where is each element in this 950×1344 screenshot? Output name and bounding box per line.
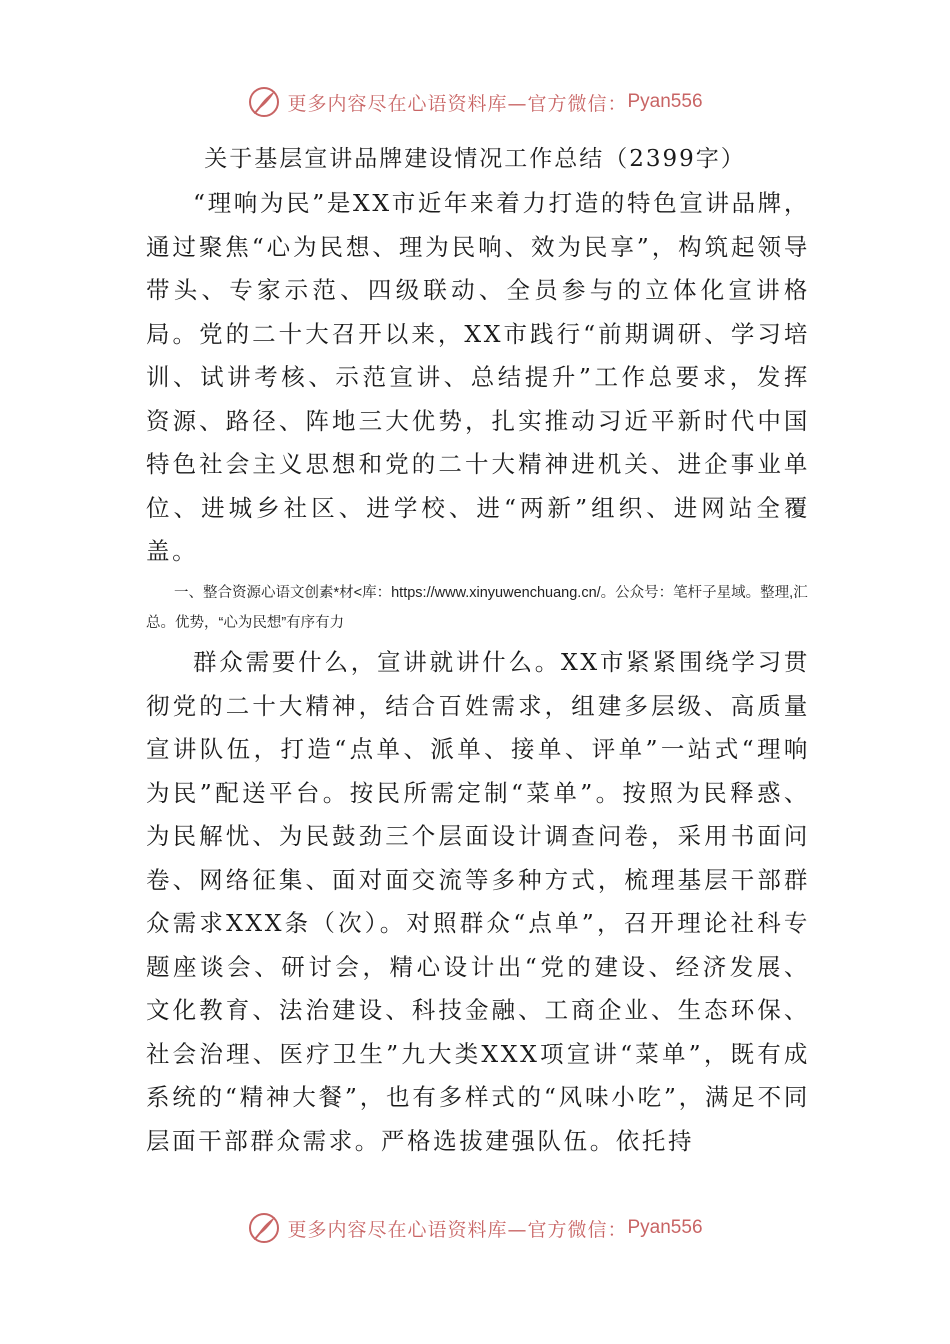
footer-watermark-banner [0,1208,950,1248]
banner-wechat-id: Pyan556 [627,1217,703,1238]
header-watermark-banner [0,82,950,122]
document-title: 关于基层宣讲品牌建设情况工作总结（2399字） [204,146,746,172]
quill-pen-icon [247,1211,281,1245]
paragraph-intro: “理响为民”是XX市近年来着力打造的特色宣讲品牌，通过聚焦“心为民想、理为民响、效为民享”，构筑起领导带头、专家示范、四级联动、全员参与的立体化宣讲格局。党的二十大召开以来，XX市践行“前期调研、学习培训、试讲考核、示范宣讲、总结提升”工作总要求，发挥资源、路径、阵地三大优势，扎实推动习近平新时代中国特色社会主义思想和党的二十大精神进机关、进企事业单位、进城乡社区、进学校、进“两新”组织、进网站全覆盖。 [146,189,810,565]
section-heading: 一、整合资源心语文创素*材<库：https://www.xinyuwenchuang.cn/。公众号：笔杆子星域。整理,汇总。优势，“心为民想”有序有力 [146,585,808,631]
paragraph-body: 群众需要什么，宣讲就讲什么。XX市紧紧围绕学习贯彻党的二十大精神，结合百姓需求，组建多层级、高质量宣讲队伍，打造“点单、派单、接单、评单”一站式“理响为民”配送平台。按民所需定制“菜单”。按照为民释惑、为民解忧、为民鼓劲三个层面设计调查问卷，采用书面问卷、网络征集、面对面交流等多种方式，梳理基层干部群众需求XXX条（次）。对照群众“点单”，召开理论社科专题座谈会、研讨会，精心设计出“党的建设、经济发展、文化教育、法治建设、科技金融、工商企业、生态环保、社会治理、医疗卫生”九大类XXX项宣讲“菜单”，既有成系统的“精神大餐”，也有多样式的“风味小吃”，满足不同层面干部群众需求。严格选拔建强队伍。依托持 [146,648,810,1155]
banner-text: 更多内容尽在心语资料库—官方微信： [287,1218,628,1241]
banner-text: 更多内容尽在心语资料库—官方微信： [287,92,628,115]
banner-wechat-id: Pyan556 [627,91,703,112]
quill-pen-icon [247,85,281,119]
